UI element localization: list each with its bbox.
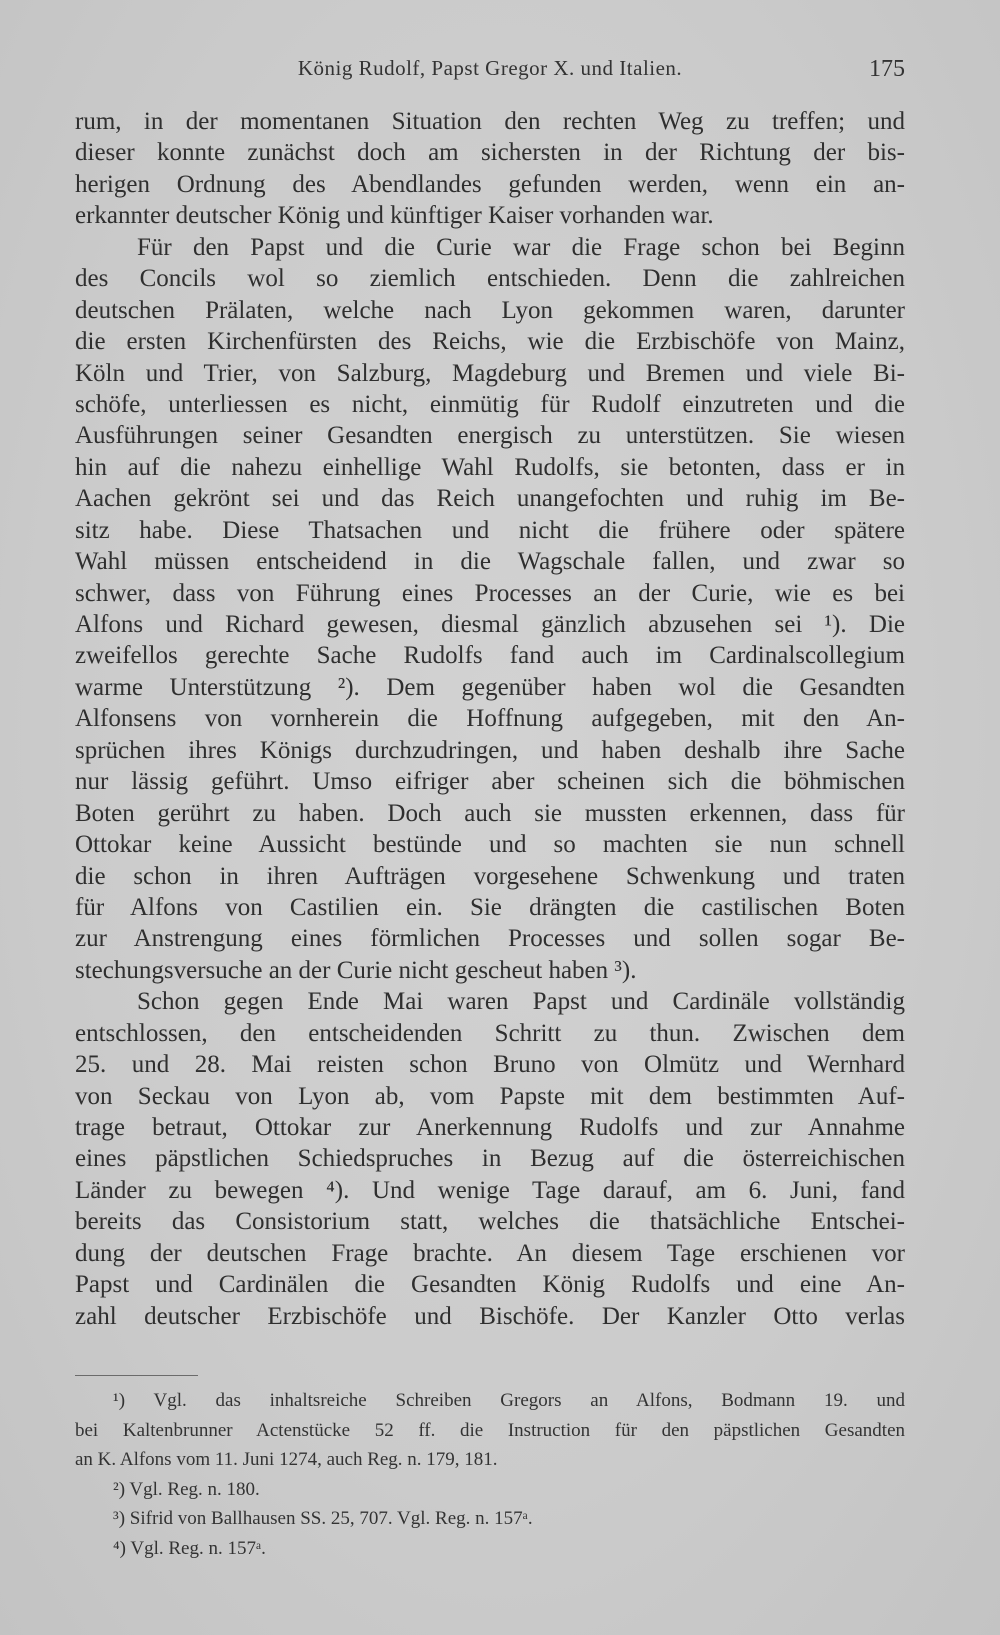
text-line: des Concils wol so ziemlich entschieden. Denn die zahlreichen	[75, 265, 905, 293]
text-line: deutschen Prälaten, welche nach Lyon gekommen waren, darunter	[75, 296, 905, 324]
text-line: bereits das Consistorium statt, welches die thatsächliche Entschei-	[75, 1208, 905, 1236]
footnote-divider	[75, 1375, 198, 1376]
footnote-line: ³) Sifrid von Ballhausen SS. 25, 707. Vgl. Reg. n. 157ᵃ.	[113, 1508, 533, 1529]
text-line: Für den Papst und die Curie war die Frage schon bei Beginn	[137, 233, 905, 261]
text-line: schwer, dass von Führung eines Processes an der Curie, wie es bei	[75, 579, 905, 607]
text-line: stechungsversuche an der Curie nicht gescheut haben ³).	[75, 956, 637, 984]
text-line: für Alfons von Castilien ein. Sie drängten die castilischen Boten	[75, 893, 905, 921]
text-line: entschlossen, den entscheidenden Schritt zu thun. Zwischen dem	[75, 1019, 905, 1047]
footnote-line: ¹) Vgl. das inhaltsreiche Schreiben Gregors an Alfons, Bodmann 19. und	[113, 1390, 905, 1411]
footnotes	[75, 1386, 905, 1563]
text-line: Boten gerührt zu haben. Doch auch sie mussten erkennen, dass für	[75, 799, 905, 827]
text-line: Köln und Trier, von Salzburg, Magdeburg und Bremen und viele Bi-	[75, 359, 905, 387]
text-line: zahl deutscher Erzbischöfe und Bischöfe. Der Kanzler Otto verlas	[75, 1302, 905, 1330]
text-line: Ottokar keine Aussicht bestünde und so machten sie nun schnell	[75, 831, 905, 859]
footnote-line: an K. Alfons vom 11. Juni 1274, auch Reg. n. 179, 181.	[75, 1449, 498, 1470]
text-line: 25. und 28. Mai reisten schon Bruno von Olmütz und Wernhard	[75, 1051, 905, 1079]
text-line: zweifellos gerechte Sache Rudolfs fand auch im Cardinalscollegium	[75, 642, 905, 670]
text-line: warme Unterstützung ²). Dem gegenüber haben wol die Gesandten	[75, 673, 905, 701]
text-line: sitz habe. Diese Thatsachen und nicht die frühere oder spätere	[75, 516, 905, 544]
text-line: Alfons und Richard gewesen, diesmal gänzlich abzusehen sei ¹). Die	[75, 611, 905, 638]
page-number: 175	[869, 56, 905, 82]
text-line: trage betraut, Ottokar zur Anerkennung Rudolfs und zur Annahme	[75, 1114, 905, 1141]
main-text	[75, 106, 905, 1332]
text-line: sprüchen ihres Königs durchzudringen, und haben deshalb ihre Sache	[75, 736, 905, 764]
footnote-line: ⁴) Vgl. Reg. n. 157ᵃ.	[113, 1537, 266, 1559]
text-line: schöfe, unterliessen es nicht, einmütig für Rudolf einzutreten und die	[75, 390, 905, 418]
text-line: erkannter deutscher König und künftiger Kaiser vorhanden war.	[75, 202, 714, 230]
text-line: dung der deutschen Frage brachte. An diesem Tage erschienen vor	[75, 1239, 905, 1267]
text-line: Schon gegen Ende Mai waren Papst und Cardinäle vollständig	[137, 988, 905, 1016]
footnote-line: ²) Vgl. Reg. n. 180.	[113, 1478, 260, 1500]
text-line: Alfonsens von vornherein die Hoffnung aufgegeben, mit den An-	[75, 705, 905, 733]
text-line: hin auf die nahezu einhellige Wahl Rudolfs, sie betonten, dass er in	[75, 453, 905, 481]
text-line: die ersten Kirchenfürsten des Reichs, wie die Erzbischöfe von Mainz,	[75, 328, 905, 356]
text-line: Papst und Cardinälen die Gesandten König Rudolfs und eine An-	[75, 1271, 905, 1299]
page-header	[75, 52, 905, 88]
text-line: Wahl müssen entscheidend in die Wagschale fallen, und zwar so	[75, 548, 905, 576]
text-line: Länder zu bewegen ⁴). Und wenige Tage darauf, am 6. Juni, fand	[75, 1176, 905, 1204]
text-line: dieser konnte zunächst doch am sichersten in der Richtung der bis-	[75, 139, 905, 167]
text-line: die schon in ihren Aufträgen vorgesehene Schwenkung und traten	[75, 862, 905, 890]
text-line: rum, in der momentanen Situation den rechten Weg zu treffen; und	[75, 108, 905, 135]
text-line: Aachen gekrönt sei und das Reich unangefochten und ruhig im Be-	[75, 485, 905, 513]
text-line: zur Anstrengung eines förmlichen Processes und sollen sogar Be-	[75, 925, 905, 953]
text-line: herigen Ordnung des Abendlandes gefunden werden, wenn ein an-	[75, 170, 905, 198]
text-line: eines päpstlichen Schiedspruches in Bezug auf die österreichischen	[75, 1145, 905, 1173]
text-line: von Seckau von Lyon ab, vom Papste mit dem bestimmten Auf-	[75, 1082, 905, 1110]
text-line: Ausführungen seiner Gesandten energisch zu unterstützen. Sie wiesen	[75, 422, 905, 450]
footnote-line: bei Kaltenbrunner Actenstücke 52 ff. die Instruction für den päpstlichen Gesandten	[75, 1419, 905, 1441]
running-head: König Rudolf, Papst Gregor X. und Italien.	[297, 56, 683, 80]
text-line: nur lässig geführt. Umso eifriger aber scheinen sich die böhmischen	[75, 768, 905, 796]
